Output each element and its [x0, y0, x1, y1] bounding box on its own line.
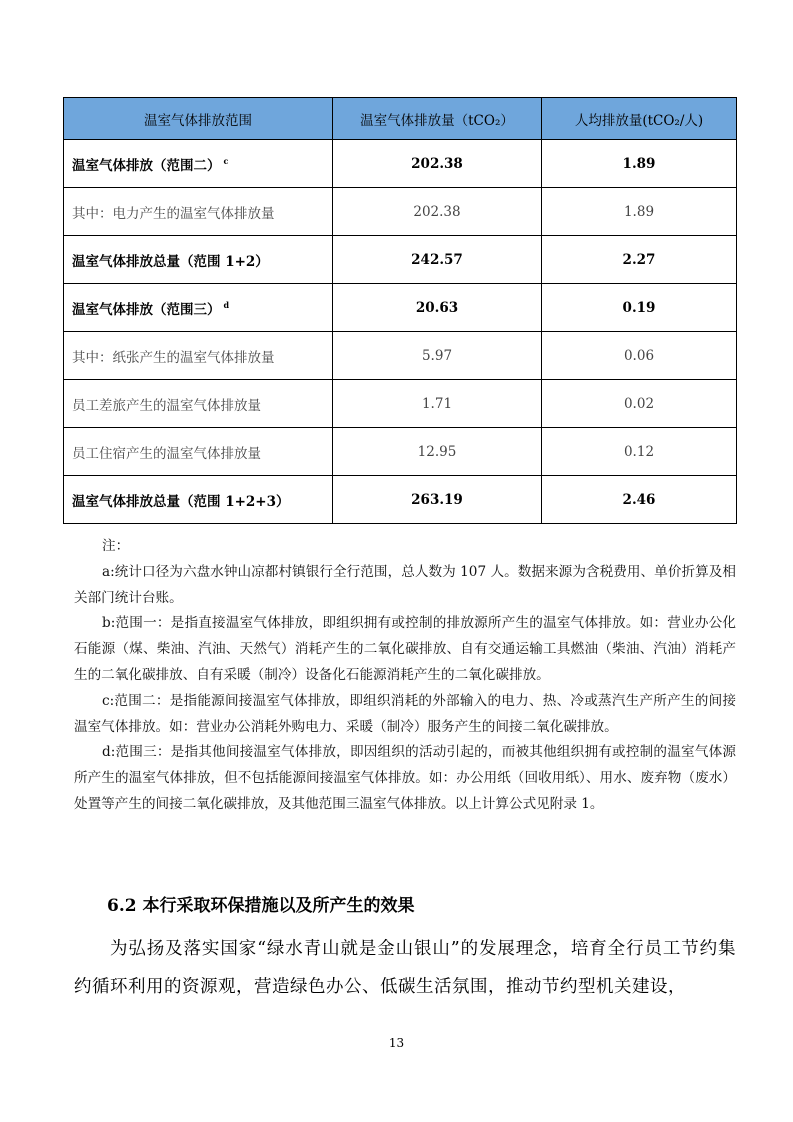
row-per-capita: 2.46: [542, 476, 737, 524]
table-row: [64, 236, 737, 284]
row-label: [64, 332, 333, 380]
row-label: [64, 428, 333, 476]
header-per-capita: 人均排放量(tCO₂/人): [542, 98, 737, 140]
row-per-capita: 0.19: [542, 284, 737, 332]
table-body: [64, 140, 737, 524]
row-per-capita: 0.12: [542, 428, 737, 476]
table-row: [64, 188, 737, 236]
row-label-text: 其中：纸张产生的温室气体排放量: [72, 349, 275, 366]
emissions-table: [63, 97, 737, 524]
row-label: [64, 188, 333, 236]
row-per-capita: 1.89: [542, 140, 737, 188]
footnote-marker: c: [223, 156, 229, 166]
row-total: 202.38: [333, 140, 542, 188]
row-label: [64, 476, 333, 524]
row-label-text: 温室气体排放总量（范围 1+2+3）: [72, 493, 290, 510]
row-total: 242.57: [333, 236, 542, 284]
footnote-marker: d: [223, 300, 230, 310]
row-label-text: 温室气体排放（范围三）: [72, 301, 221, 318]
row-per-capita: 1.89: [542, 188, 737, 236]
row-per-capita: 0.02: [542, 380, 737, 428]
row-total: 12.95: [333, 428, 542, 476]
note-a: a:统计口径为六盘水钟山凉都村镇银行全行范围，总人数为 107 人。数据来源为含税费用、单价折算及相关部门统计台账。: [74, 563, 736, 606]
row-label-text: 其中：电力产生的温室气体排放量: [72, 205, 275, 222]
header-scope: 温室气体排放范围: [64, 98, 333, 140]
table-row: [64, 476, 737, 524]
row-label-text: 温室气体排放（范围二）: [72, 157, 221, 174]
table-header-row: [64, 98, 737, 140]
row-label: [64, 284, 333, 332]
table-row: [64, 140, 737, 188]
row-per-capita: 2.27: [542, 236, 737, 284]
table-row: [64, 332, 737, 380]
row-total: 263.19: [333, 476, 542, 524]
row-label-text: 员工差旅产生的温室气体排放量: [72, 397, 261, 414]
section-body: [74, 930, 736, 1006]
row-total: 202.38: [333, 188, 542, 236]
row-label: [64, 236, 333, 284]
section-paragraph: 为弘扬及落实国家“绿水青山就是金山银山”的发展理念，培育全行员工节约集约循环利用的资源观，营造绿色办公、低碳生活氛围，推动节约型机关建设，: [74, 939, 736, 997]
note-b: b:范围一：是指直接温室气体排放，即组织拥有或控制的排放源所产生的温室气体排放。如：营业办公化石能源（煤、柴油、汽油、天然气）消耗产生的二氧化碳排放、自有交通运输工具燃油（柴油、汽油）消耗产生的二氧化碳排放、自有采暖（制冷）设备化石能源消耗产生的二氧化碳排放。: [74, 615, 736, 683]
table-row: [64, 380, 737, 428]
page-number: 13: [388, 1036, 405, 1050]
row-total: 5.97: [333, 332, 542, 380]
table-row: [64, 284, 737, 332]
row-total: 20.63: [333, 284, 542, 332]
table-row: [64, 428, 737, 476]
header-total: 温室气体排放量（tCO₂）: [333, 98, 542, 140]
note-d: d:范围三：是指其他间接温室气体排放，即因组织的活动引起的，而被其他组织拥有或控制的温室气体源所产生的温室气体排放，但不包括能源间接温室气体排放。如：办公用纸（回收用纸）、用水、废弃物（废水）处置等产生的间接二氧化碳排放，及其他范围三温室气体排放。以上计算公式见附录 1。: [74, 744, 736, 812]
row-label: [64, 140, 333, 188]
row-label: [64, 380, 333, 428]
row-per-capita: 0.06: [542, 332, 737, 380]
row-label-text: 员工住宿产生的温室气体排放量: [72, 445, 261, 462]
notes-heading: 注：: [102, 538, 130, 554]
notes: [74, 534, 736, 818]
section-title: 6.2 本行采取环保措施以及所产生的效果: [107, 896, 415, 916]
row-label-text: 温室气体排放总量（范围 1+2）: [72, 253, 269, 270]
row-total: 1.71: [333, 380, 542, 428]
note-c: c:范围二：是指能源间接温室气体排放，即组织消耗的外部输入的电力、热、冷或蒸汽生产所产生的间接温室气体排放。如：营业办公消耗外购电力、采暖（制冷）服务产生的间接二氧化碳排放。: [74, 692, 736, 735]
